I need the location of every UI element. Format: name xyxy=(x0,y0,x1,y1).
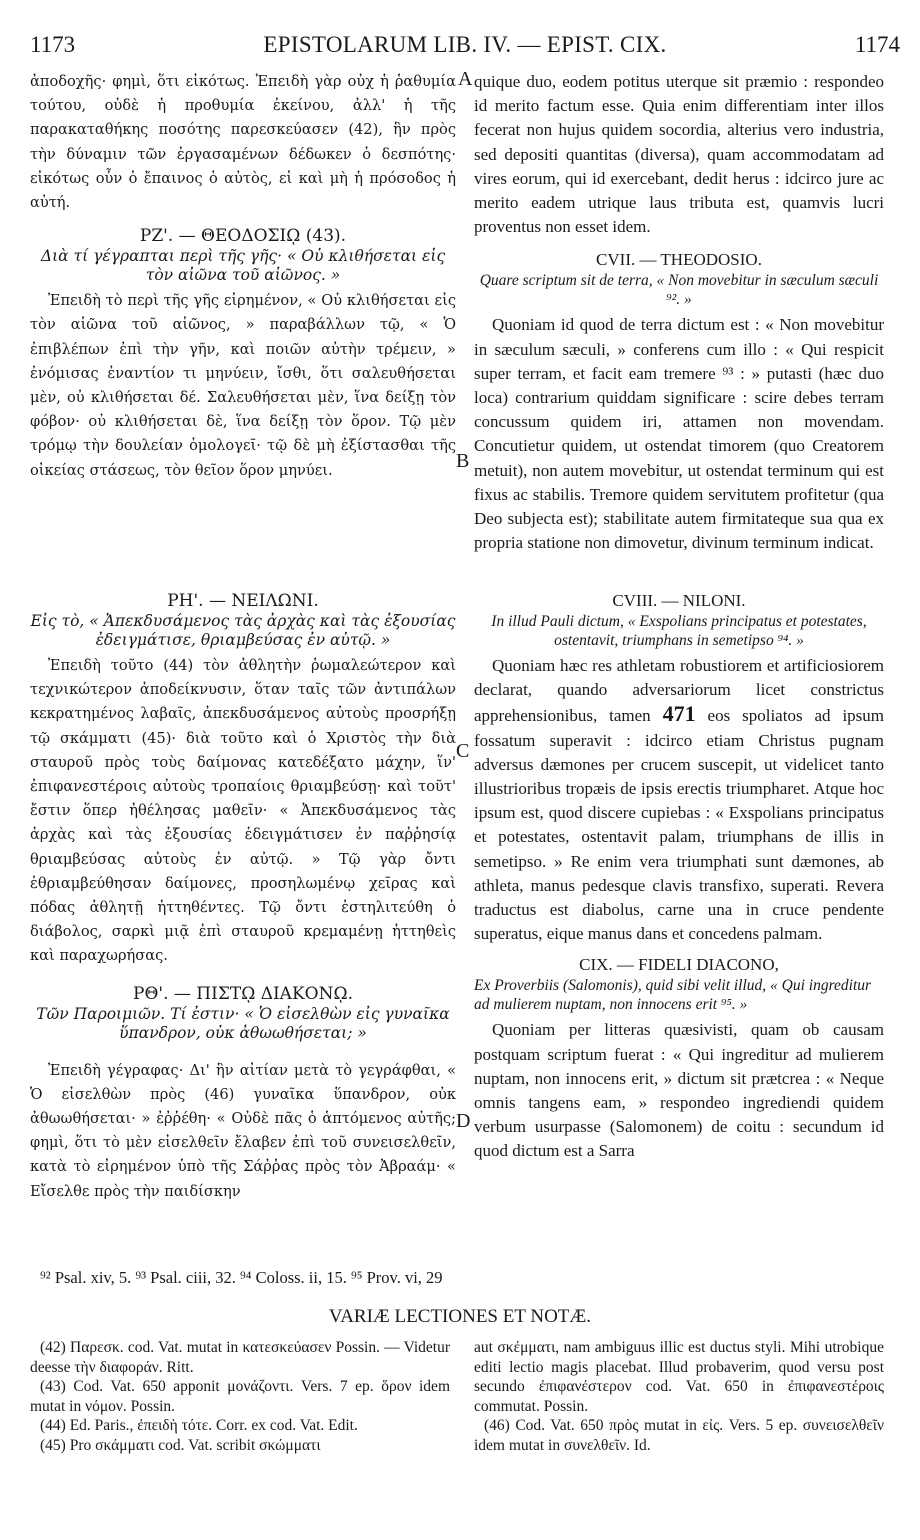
latin-body-108 xyxy=(474,654,884,946)
margin-letter-c: C xyxy=(456,740,470,762)
page-number-right: 1174 xyxy=(854,32,900,57)
greek-heading-109: ΡΘ'. — ΠΙΣΤῼ ΔΙΑΚΟΝῼ. xyxy=(133,983,353,1004)
column-number: 471 xyxy=(662,701,696,727)
greek-body-108: Ἐπειδὴ τοῦτο (44) τὸν ἀθλητὴν ῥωμαλεώτερον καὶ τεχνικώτερον ἀποδείκνυσιν, ὅταν ταῖς τῶν ἀντιπάλων κεκρατημένος λαβαῖς, ἀπεκδυσάμενος αὐτοὺς προσρήξῃ τῷ σκάμματι (45)· διὰ τοῦτο καὶ ὁ Χριστὸς τὴν διὰ σταυροῦ πρὸς τοὺς δαίμονας κατεδέξατο μάχην, ἵν' ἐπιφανεστέροις αὐτοὺς τροπαίοις θριαμβεύσῃ· καὶ τοῦτ' ἔστιν ὅπερ ἠθέλησας μαθεῖν· « Ἀπεκδυσάμενος τὰς ἀρχὰς καὶ τὰς ἐξουσίας ἐδειγμάτισεν ἐν παῤῥησίᾳ θριαμβεύσας αὐτοὺς ἐν αὐτῷ. » Τῷ γὰρ ὄντι ἐθριαμβεύθησαν δαίμονες, προσηλωμένῳ χεῖρας καὶ πόδας ἀθλητῇ ἡττηθέντες. Τῷ ὄντι ἐστηλιτεύθη ὁ διάβολος, σαρκὶ μιᾷ ἐπὶ σταυροῦ κρεμαμένῃ ἡττηθεὶς καὶ παραχωρήσας. xyxy=(30,657,456,965)
latin-body-109: Quoniam per litteras quæsivisti, quam ob causam postquam scriptum fuerat : « Qui ingreditur ad mulierem nuptam, non innocens erit, » dictum sit prætcrea : « Neque omnis tangens eam, » respondeo ingrediendi quidem verbum usurpasse (Salomonem) de coitu : secundum id quod dictum est a Sarra xyxy=(474,1020,884,1161)
page-number-left: 1173 xyxy=(30,32,76,57)
margin-letter-a: A xyxy=(458,68,473,90)
latin-body-107: Quoniam id quod de terra dictum est : « Non movebitur in sæculum sæculi, » conferens cum illo : « Qui respicit super terram, et facit eam tremere ⁹³ : » putasti (hæc duo loca) contrarium quiddam significare : scire debes terram concussum quidem iri, attamen non movendam. Concutietur quidem, ut ostendat timorem (quo Creatorem metuit), non autem movebitur, ut ostendat terminum qui est fixus ac stabilis. Tremore quidem servitutem profitetur (qua Deo subjecta est); stabilitate autem firmitateque sua qua ex propria statione non dimovetur, divinum terminum indicat. xyxy=(474,315,884,553)
latin-column-top xyxy=(474,70,884,555)
margin-letter-d: D xyxy=(456,1110,471,1132)
greek-heading-108: ΡΗ'. — ΝΕΙΛΩΝΙ. xyxy=(167,591,319,611)
note-43: (43) Cod. Vat. 650 apponit μονάζοντι. Vers. 7 ep. ὅρον idem mutat in νόμον. Possin. xyxy=(30,1378,450,1415)
greek-column-bottom xyxy=(30,590,456,1204)
running-header xyxy=(30,32,900,62)
greek-subtitle-107: Διὰ τί γέγραπται περὶ τῆς γῆς· « Οὐ κλιθήσεται εἰς τὸν αἰῶνα τοῦ αἰῶνος. » xyxy=(40,247,446,285)
notes-right-column xyxy=(474,1338,884,1455)
latin-body-108-part2: eos spoliatos ad ipsum fossatum superavit : idcirco etiam Christus pugnam adversus dæmones per crucem suscepit, ut videlicet tanto illustrioribus tropæis de ipsis erectis triumpharet. Atque hoc ipsum est, quod discere cupiebas : « Exspolians principatus et potestates, ostentavit palam, triumphans de illis in semetipso. » Re enim vera triumphati sunt dæmones, ab athleta, manus pedesque clavis transfixo, superati. Revera traductus est diabolus, carne una in cruce pendente superatus, eique manus dans et concedens palmam. xyxy=(474,706,885,944)
greek-subtitle-108: Εἰς τὸ, « Ἀπεκδυσάμενος τὰς ἀρχὰς καὶ τὰς ἐξουσίας ἐδειγμάτισε, θριαμβεύσας ἐν αὐτῷ. » xyxy=(30,612,456,649)
note-45-continued: aut σκέμματι, nam ambiguus illic est ductus styli. Mihi utrobique editi lectio magis placebat. Illud probaverim, quod versu post secundo ἐπιφανέστερον cod. Vat. 650 in ἐπιφανεστέροις commutat. Possin. xyxy=(474,1339,884,1415)
running-title: EPISTOLARUM LIB. IV. — EPIST. CIX. xyxy=(263,32,667,57)
note-44: (44) Ed. Paris., ἐπειδὴ τότε. Corr. ex cod. Vat. Edit. xyxy=(40,1417,358,1434)
latin-heading-107: CVII. — THEODOSIO. xyxy=(596,250,762,270)
greek-subtitle-109: Τῶν Παροιμιῶν. Τί ἐστιν· « Ὁ εἰσελθὼν εἰς γυναῖκα ὕπανδρον, οὐκ ἀθωωθήσεται; » xyxy=(36,1004,450,1042)
notes-left-column xyxy=(30,1338,450,1455)
latin-subtitle-109: Ex Proverbiis (Salomonis), quid sibi velit illud, « Qui ingreditur ad mulierem nuptam, non innocens erit ⁹⁵. » xyxy=(474,977,872,1014)
latin-heading-109: CIX. — FIDELI DIACONO, xyxy=(579,955,779,975)
greek-column-top xyxy=(30,70,456,483)
latin-intro: quique duo, eodem potitus uterque sit præmio : respondeo id merito factum esse. Quia enim differentiam inter illos fecerat non hujus quidem socordia, alterius vero industria, sed depositi quantitas (diversa), quam accommodatam ad vires eorum, qui id exercebant, dedit herus : idcirco jure ac merito eadem utrique laus tributa est, quamvis lucri proventus non esset idem. xyxy=(474,72,884,237)
greek-intro: ἀποδοχῆς· φημὶ, ὅτι εἰκότως. Ἐπειδὴ γὰρ οὐχ ἡ ῥαθυμία τούτου, οὐδὲ ἡ προθυμία ἐκείνου, ἀλλ' ἡ τῆς παρακαταθήκης ποσότης παρεσκεύασεν (42), ἣν πρὸς τὴν δύναμιν τῶν ἐργασαμένων δέδωκεν ὁ δεσπότης· εἰκότως οὖν ὁ ἔπαινος ὁ αὐτὸς, εἰ καὶ μὴ ἡ πρόσοδος ἡ αὐτή. xyxy=(30,73,456,212)
greek-heading-107: ΡΖ'. — ΘΕΟΔΟΣΙῼ (43). xyxy=(139,226,347,247)
latin-body-108-part1: Quoniam hæc res athletam robustiorem et artificiosiorem declarat, quando adversariorum licet constrictus apprehensionibus, tamen xyxy=(474,656,884,726)
greek-body-107: Ἐπειδὴ τὸ περὶ τῆς γῆς εἰρημένον, « Οὐ κλιθήσεται εἰς τὸν αἰῶνα τοῦ αἰῶνος, » παραβάλλων τῷ, « Ὁ ἐπιβλέπων ἐπὶ τὴν γῆν, καὶ ποιῶν αὐτὴν τρέμειν, » ἐνόμισας ἐναντίον τι μηνύειν, ἴσθι, ὅτι σαλευθήσεται μὲν, οὐ κλιθήσεται δέ. Σαλευθήσεται μὲν, ἵνα δείξῃ τὸν φόβον· οὐ κλιθήσεται δὲ, ἵνα δείξῃ τὸν ὅρον. Τῷ μὲν τρόμῳ τὴν δουλείαν ὁμολογεῖ· τῷ δὲ μὴ ἐξίστασθαι τῆς οἰκείας στάσεως, τὸν θεῖον ὅρον μηνύει. xyxy=(30,292,456,479)
latin-subtitle-107: Quare scriptum sit de terra, « Non movebitur in sæculum sæculi ⁹². » xyxy=(479,272,879,309)
note-42: (42) Παρεσκ. cod. Vat. mutat in κατεσκεύασεν Possin. — Videtur deesse τὴν διαφοράν. Ritt. xyxy=(30,1339,450,1376)
latin-heading-108: CVIII. — NILONI. xyxy=(612,591,746,610)
margin-letter-b: B xyxy=(456,450,470,472)
greek-body-109: Ἐπειδὴ γέγραφας· Δι' ἣν αἰτίαν μετὰ τὸ γεγράφθαι, « Ὁ εἰσελθὼν πρὸς (46) γυναῖκα ὕπανδρον, οὐκ ἀθωωθήσεται· » ἐῤῥέθη· « Οὐδὲ πᾶς ὁ ἁπτόμενος αὐτῆς; φημὶ, ὅτι τὸ μὲν εἰσελθεῖν ἔλαβεν ἐπὶ τοῦ συνεισελθεῖν, κατὰ τὸ εἰρημένον ὑπὸ τῆς Σάῤῥας πρὸς τὸν Ἀβραάμ· « Εἴσελθε πρὸς τὴν παιδίσκην xyxy=(30,1061,456,1200)
scripture-footnotes: ⁹² Psal. xiv, 5. ⁹³ Psal. ciii, 32. ⁹⁴ Coloss. ii, 15. ⁹⁵ Prov. vi, 29 xyxy=(40,1268,443,1287)
note-46: (46) Cod. Vat. 650 πρὸς mutat in εἰς. Vers. 5 ep. συνεισελθεῖν idem mutat in συνελθεῖν. Id. xyxy=(474,1417,884,1454)
latin-subtitle-108: In illud Pauli dictum, « Exspolians principatus et potestates, ostentavit, triumphans in semetipso ⁹⁴. » xyxy=(491,613,867,649)
variae-lectiones-title: VARIÆ LECTIONES ET NOTÆ. xyxy=(328,1306,592,1327)
latin-column-bottom xyxy=(474,590,884,1164)
note-45: (45) Pro σκάμματι cod. Vat. scribit σκώμματι xyxy=(40,1436,321,1454)
